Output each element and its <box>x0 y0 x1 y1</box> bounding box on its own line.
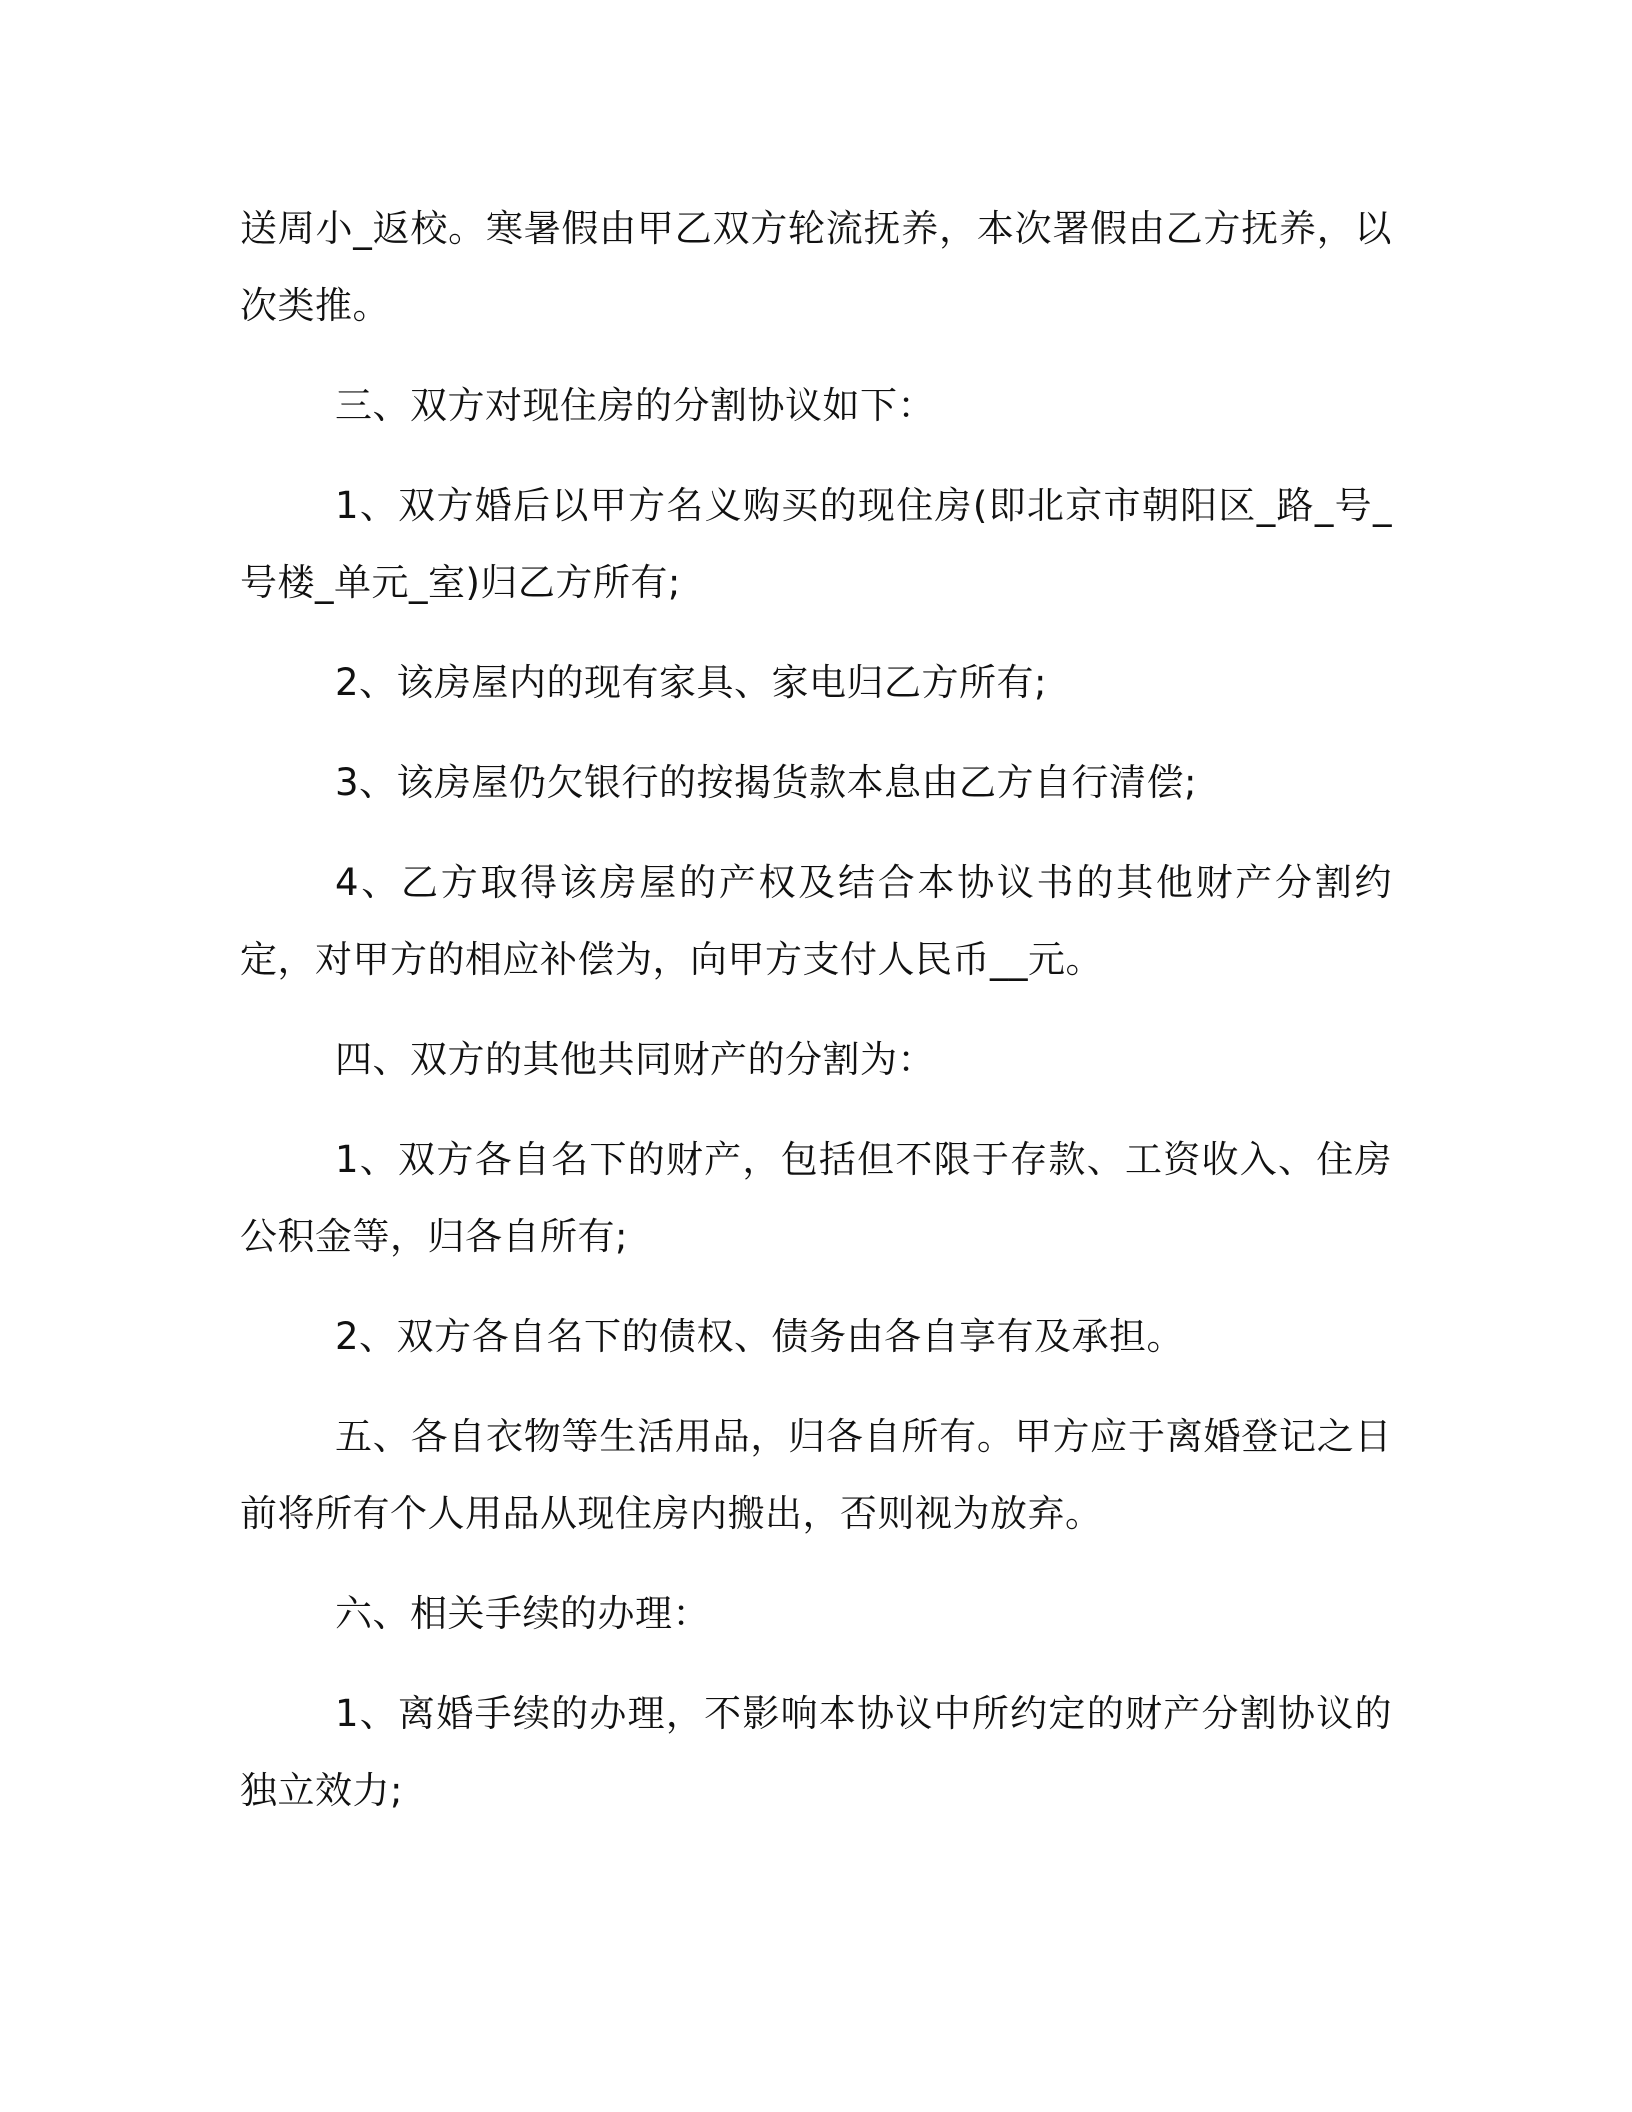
section-5-paragraph: 五、各自衣物等生活用品，归各自所有。甲方应于离婚登记之日前将所有个人用品从现住房内搬出，否则视为放弃。 <box>240 1415 1392 1535</box>
section-3-heading: 三、双方对现住房的分割协议如下： <box>335 384 935 427</box>
section-4-heading: 四、双方的其他共同财产的分割为： <box>335 1038 935 1081</box>
section-4-item-2: 2、双方各自名下的债权、债务由各自享有及承担。 <box>335 1315 1185 1358</box>
section-3-item-2: 2、该房屋内的现有家具、家电归乙方所有; <box>335 661 1048 704</box>
section-6-item-1: 1、离婚手续的办理，不影响本协议中所约定的财产分割协议的独立效力; <box>240 1692 1392 1812</box>
document-body <box>240 190 1392 1852</box>
section-3-item-1: 1、双方婚后以甲方名义购买的现住房(即北京市朝阳区_路_号_号楼_单元_室)归乙方所有; <box>240 484 1392 604</box>
paragraph-continuation: 送周小_返校。寒暑假由甲乙双方轮流抚养，本次署假由乙方抚养，以次类推。 <box>240 207 1392 327</box>
section-3-item-3: 3、该房屋仍欠银行的按揭货款本息由乙方自行清偿; <box>335 761 1198 804</box>
section-4-item-1: 1、双方各自名下的财产，包括但不限于存款、工资收入、住房公积金等，归各自所有; <box>240 1138 1392 1258</box>
section-6-heading: 六、相关手续的办理： <box>335 1592 710 1635</box>
section-3-item-4: 4、乙方取得该房屋的产权及结合本协议书的其他财产分割约定，对甲方的相应补偿为，向甲方支付人民币__元。 <box>240 861 1392 981</box>
